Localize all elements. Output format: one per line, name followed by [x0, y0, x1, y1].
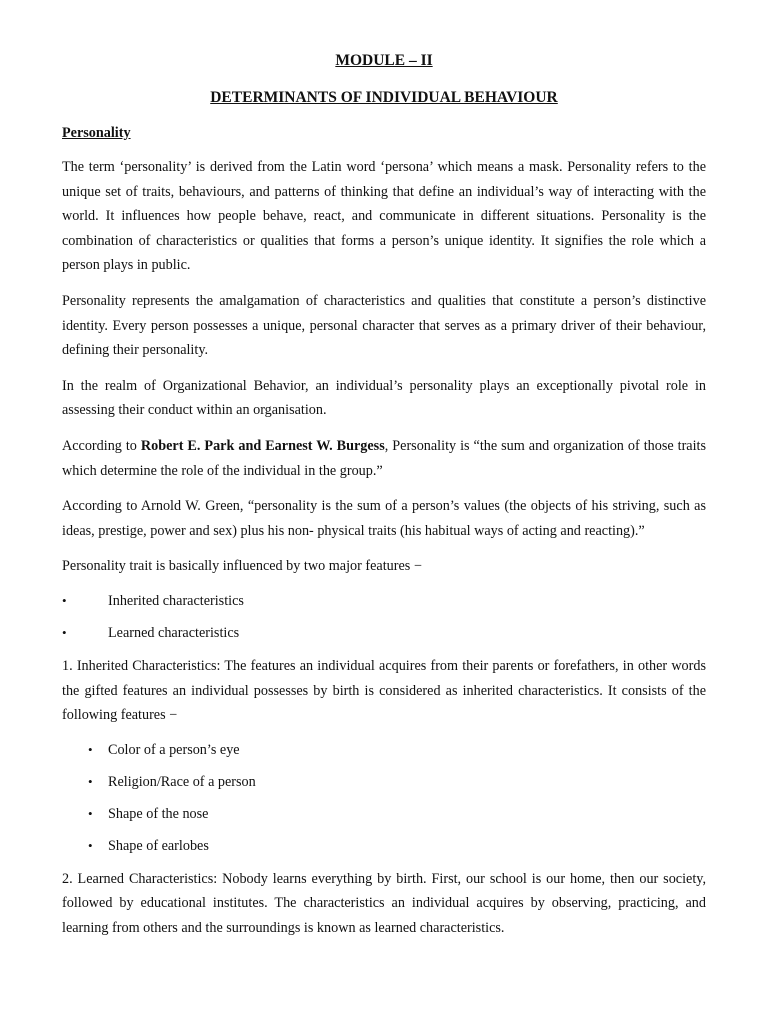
list-item-text: Inherited characteristics: [108, 592, 244, 609]
paragraph-organizational-behavior: In the realm of Organizational Behavior, an individual’s personality plays an exceptionally pivotal role in assessing their conduct within an organisation.: [62, 377, 706, 419]
section-heading-personality: Personality: [62, 125, 131, 141]
bullet-icon: •: [88, 837, 93, 853]
paragraph-green-quote: According to Arnold W. Green, “personality is the sum of a person’s values (the objects of his striving, such as ideas, prestige, power and sex) plus his non- physical traits (his habitual ways of acting and reacting).”: [62, 498, 706, 539]
list-item: [62, 739, 706, 761]
quote-prefix: According to: [62, 437, 141, 454]
bullet-icon: •: [88, 741, 93, 757]
paragraph-park-burgess-quote: [62, 434, 706, 483]
chapter-title: DETERMINANTS OF INDIVIDUAL BEHAVIOUR: [210, 89, 558, 106]
list-item: [62, 771, 706, 793]
major-features-list: [62, 590, 706, 644]
list-item-text: Learned characteristics: [108, 624, 240, 641]
list-item-text: Color of a person’s eye: [108, 741, 240, 758]
list-item: [62, 803, 706, 825]
list-item: [62, 835, 706, 857]
quote-authors: Robert E. Park and Earnest W. Burgess: [140, 437, 385, 454]
bullet-icon: •: [62, 624, 67, 640]
paragraph-learned-characteristics: 2. Learned Characteristics: Nobody learns everything by birth. First, our school is our home, then our society, followed by educational institutes. The characteristics an individual acquires by observing, practicing, and learning from others and the surroundings is known as learned characteristics.: [62, 870, 706, 936]
bullet-icon: •: [88, 773, 93, 789]
list-item-text: Shape of earlobes: [108, 837, 209, 854]
quote-text: , Personality is “the sum and organization of those traits which determine the role of the individual in the group.”: [62, 437, 706, 479]
module-title: MODULE – II: [335, 52, 433, 69]
bullet-icon: •: [62, 592, 67, 608]
inherited-features-list: [62, 739, 706, 857]
list-item-text: Shape of the nose: [108, 805, 209, 822]
paragraph-inherited-characteristics: 1. Inherited Characteristics: The features an individual acquires from their parents or forefathers, in other words the gifted features an individual possesses by birth is considered as inherited characteristics. It consists of the following features −: [62, 657, 706, 724]
paragraph-definition: The term ‘personality’ is derived from the Latin word ‘persona’ which means a mask. Personality refers to the unique set of traits, behaviours, and patterns of thinking that define an individual’s way of interacting with the world. It influences how people behave, react, and communicate in different situations. Personality is the combination of characteristics or qualities that forms a person’s unique identity. It signifies the role which a person plays in public.: [62, 159, 706, 274]
list-item: [62, 590, 706, 612]
list-item: [62, 622, 706, 644]
list-item-text: Religion/Race of a person: [108, 773, 256, 790]
document-page: [62, 50, 706, 940]
paragraph-amalgamation: Personality represents the amalgamation of characteristics and qualities that constitute a person’s distinctive identity. Every person possesses a unique, personal character that serves as a primary driver of their behaviour, defining their personality.: [62, 292, 706, 359]
paragraph-major-features-intro: Personality trait is basically influenced by two major features −: [62, 558, 422, 575]
bullet-icon: •: [88, 805, 93, 821]
